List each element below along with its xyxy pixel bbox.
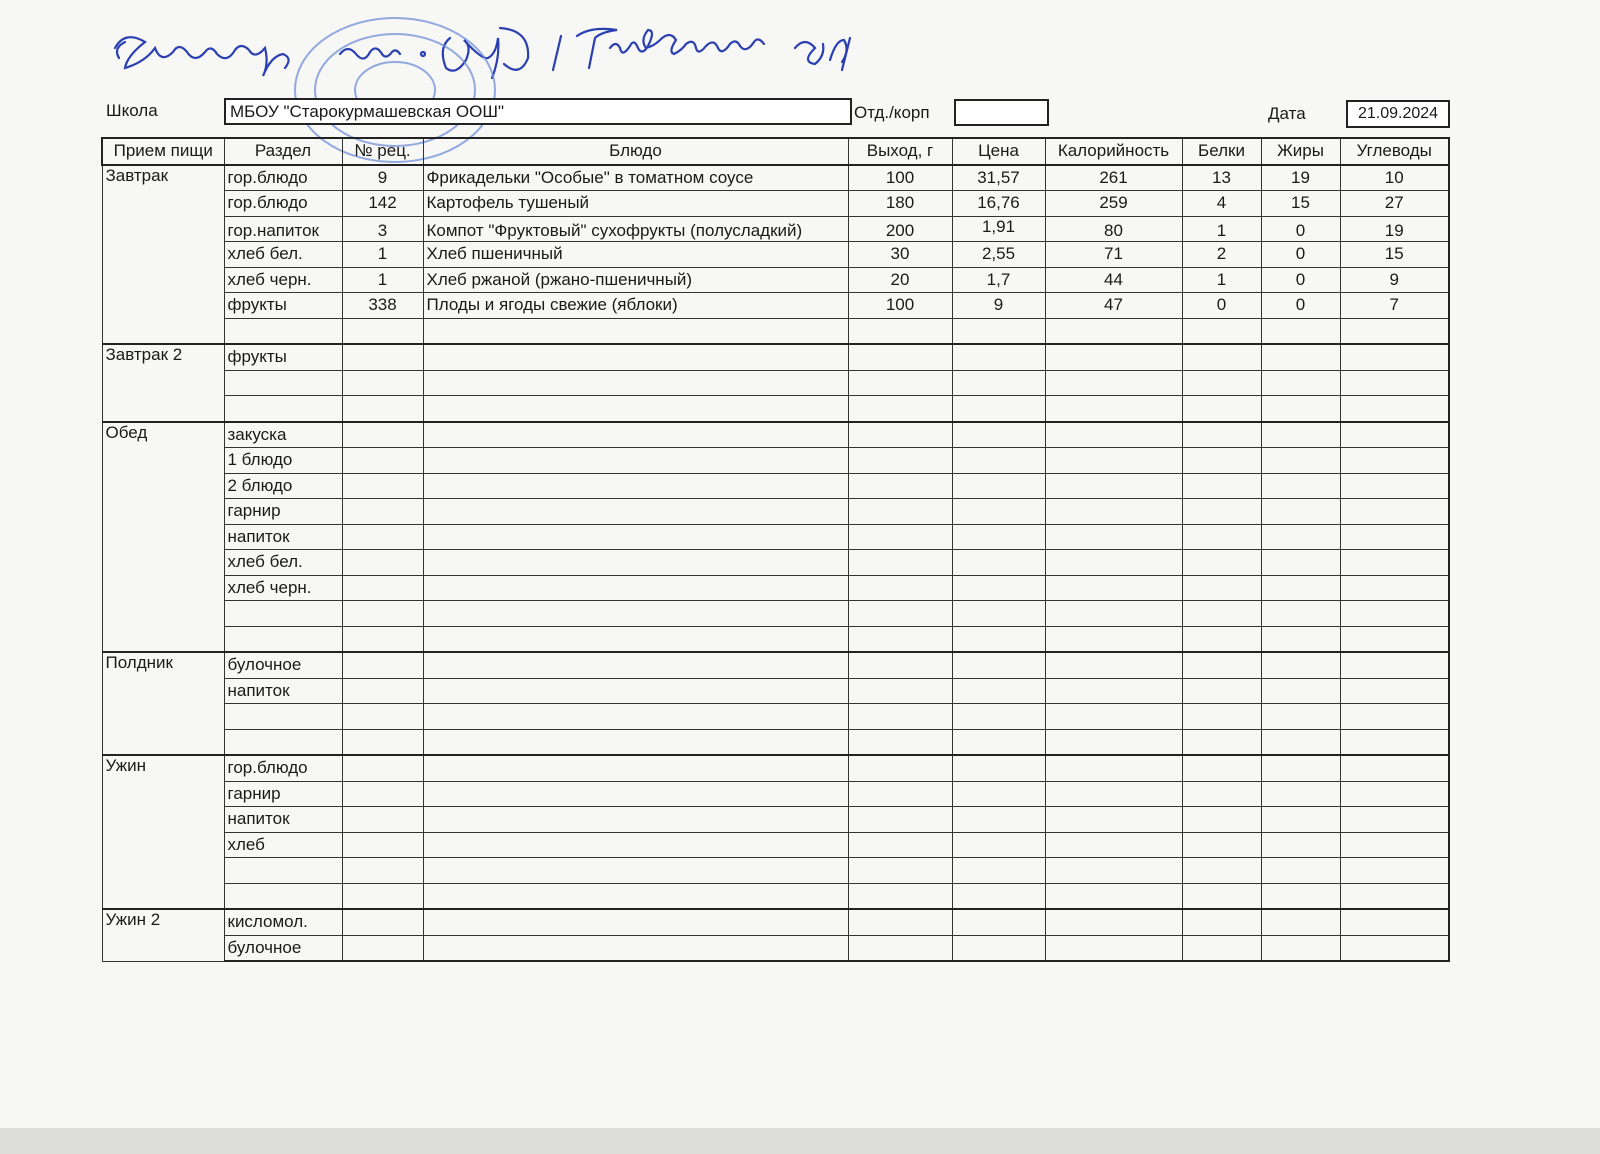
col-section: Раздел <box>224 138 342 165</box>
date-label: Дата <box>1268 104 1306 123</box>
dept-field[interactable] <box>954 99 1049 126</box>
table-row <box>102 575 1449 601</box>
cell-section <box>224 601 342 627</box>
meal-dinner: Ужин <box>102 755 224 909</box>
table-row <box>102 601 1449 627</box>
cell-section: напиток <box>224 678 342 704</box>
cell-carbs: 15 <box>1340 242 1449 268</box>
cell-recipe: 1 <box>342 267 423 293</box>
table-row <box>102 396 1449 422</box>
cell-section: хлеб бел. <box>224 242 342 268</box>
cell-section <box>224 626 342 652</box>
cell-dish: Хлеб пшеничный <box>423 242 848 268</box>
cell-section <box>224 704 342 730</box>
cell-protein: 1 <box>1182 267 1261 293</box>
cell-section: фрукты <box>224 293 342 319</box>
scan-edge <box>0 1128 1600 1154</box>
cell-section: гор.напиток <box>224 216 342 242</box>
table-row <box>102 473 1449 499</box>
cell-protein <box>1182 318 1261 344</box>
dept-label: Отд./корп <box>854 103 930 122</box>
table-row <box>102 267 1449 293</box>
table-row <box>102 909 1449 935</box>
cell-kcal: 261 <box>1045 165 1182 191</box>
cell-kcal <box>1045 318 1182 344</box>
cell-section: гарнир <box>224 499 342 525</box>
school-name-field[interactable]: МБОУ "Старокурмашевская ООШ" <box>224 98 852 125</box>
cell-section: кисломол. <box>224 909 342 935</box>
cell-section: 1 блюдо <box>224 448 342 474</box>
cell-section: хлеб бел. <box>224 550 342 576</box>
cell-fat: 0 <box>1261 267 1340 293</box>
table-row <box>102 216 1449 242</box>
cell-section: хлеб <box>224 832 342 858</box>
cell-protein: 0 <box>1182 293 1261 319</box>
meal-snack: Полдник <box>102 652 224 755</box>
table-row <box>102 935 1449 961</box>
cell-recipe: 3 <box>342 216 423 242</box>
table-row <box>102 678 1449 704</box>
meal-dinner-2: Ужин 2 <box>102 909 224 961</box>
cell-fat: 0 <box>1261 216 1340 242</box>
cell-kcal: 259 <box>1045 191 1182 217</box>
cell-section: гарнир <box>224 781 342 807</box>
cell-dish: Компот "Фруктовый" сухофрукты (полусладкий) <box>423 216 848 242</box>
cell-kcal: 47 <box>1045 293 1182 319</box>
cell-section <box>224 883 342 909</box>
cell-price: 31,57 <box>952 165 1045 191</box>
cell-price: 9 <box>952 293 1045 319</box>
table-header <box>102 138 1449 165</box>
cell-section: фрукты <box>224 344 342 370</box>
cell-recipe <box>342 318 423 344</box>
cell-carbs <box>1340 318 1449 344</box>
cell-section <box>224 318 342 344</box>
cell-carbs: 9 <box>1340 267 1449 293</box>
col-fat: Жиры <box>1261 138 1340 165</box>
cell-weight: 30 <box>848 242 952 268</box>
date-field[interactable]: 21.09.2024 <box>1346 100 1450 128</box>
table-row <box>102 807 1449 833</box>
cell-weight: 100 <box>848 165 952 191</box>
cell-section <box>224 396 342 422</box>
col-meal: Прием пищи <box>102 138 224 165</box>
cell-section: закуска <box>224 422 342 448</box>
cell-weight: 200 <box>848 216 952 242</box>
col-kcal: Калорийность <box>1045 138 1182 165</box>
cell-fat <box>1261 318 1340 344</box>
cell-section <box>224 858 342 884</box>
cell-carbs: 27 <box>1340 191 1449 217</box>
menu-table <box>101 137 1450 962</box>
meal-lunch: Обед <box>102 422 224 653</box>
cell-fat: 0 <box>1261 242 1340 268</box>
table-row <box>102 652 1449 678</box>
table-row <box>102 165 1449 191</box>
cell-section: хлеб черн. <box>224 267 342 293</box>
cell-weight: 20 <box>848 267 952 293</box>
cell-weight: 100 <box>848 293 952 319</box>
table-row <box>102 242 1449 268</box>
cell-price: 16,76 <box>952 191 1045 217</box>
col-weight: Выход, г <box>848 138 952 165</box>
director-signature <box>105 8 945 98</box>
col-carbs: Углеводы <box>1340 138 1449 165</box>
cell-carbs: 19 <box>1340 216 1449 242</box>
cell-section: булочное <box>224 652 342 678</box>
table-row <box>102 370 1449 396</box>
cell-dish: Картофель тушеный <box>423 191 848 217</box>
table-row <box>102 781 1449 807</box>
meal-breakfast-2: Завтрак 2 <box>102 344 224 422</box>
cell-carbs: 7 <box>1340 293 1449 319</box>
table-row <box>102 729 1449 755</box>
table-row <box>102 422 1449 448</box>
cell-section <box>224 729 342 755</box>
cell-section: гор.блюдо <box>224 755 342 781</box>
school-label: Школа <box>106 101 158 120</box>
cell-weight <box>848 318 952 344</box>
cell-dish: Хлеб ржаной (ржано-пшеничный) <box>423 267 848 293</box>
table-row <box>102 858 1449 884</box>
cell-carbs: 10 <box>1340 165 1449 191</box>
cell-kcal: 44 <box>1045 267 1182 293</box>
cell-section: напиток <box>224 807 342 833</box>
table-row <box>102 832 1449 858</box>
table-row <box>102 344 1449 370</box>
cell-price: 1,91 <box>952 216 1045 242</box>
col-protein: Белки <box>1182 138 1261 165</box>
meal-breakfast: Завтрак <box>102 165 224 345</box>
cell-protein: 13 <box>1182 165 1261 191</box>
table-row <box>102 704 1449 730</box>
cell-protein: 2 <box>1182 242 1261 268</box>
col-recipe: № рец. <box>342 138 423 165</box>
cell-section: гор.блюдо <box>224 165 342 191</box>
table-row <box>102 318 1449 344</box>
cell-fat: 19 <box>1261 165 1340 191</box>
table-row <box>102 626 1449 652</box>
table-row <box>102 191 1449 217</box>
cell-kcal: 71 <box>1045 242 1182 268</box>
cell-price: 1,7 <box>952 267 1045 293</box>
cell-dish: Плоды и ягоды свежие (яблоки) <box>423 293 848 319</box>
cell-dish <box>423 318 848 344</box>
cell-protein: 1 <box>1182 216 1261 242</box>
cell-dish: Фрикадельки "Особые" в томатном соусе <box>423 165 848 191</box>
cell-kcal: 80 <box>1045 216 1182 242</box>
cell-recipe: 338 <box>342 293 423 319</box>
cell-recipe: 9 <box>342 165 423 191</box>
cell-weight: 180 <box>848 191 952 217</box>
cell-fat: 0 <box>1261 293 1340 319</box>
cell-recipe: 1 <box>342 242 423 268</box>
table-row <box>102 293 1449 319</box>
table-row <box>102 499 1449 525</box>
cell-section: булочное <box>224 935 342 961</box>
cell-price <box>952 318 1045 344</box>
cell-price: 2,55 <box>952 242 1045 268</box>
cell-section: напиток <box>224 524 342 550</box>
cell-section: гор.блюдо <box>224 191 342 217</box>
cell-section <box>224 370 342 396</box>
col-dish: Блюдо <box>423 138 848 165</box>
cell-protein: 4 <box>1182 191 1261 217</box>
table-row <box>102 755 1449 781</box>
table-row <box>102 524 1449 550</box>
cell-recipe: 142 <box>342 191 423 217</box>
table-row <box>102 883 1449 909</box>
table-row <box>102 448 1449 474</box>
cell-section: хлеб черн. <box>224 575 342 601</box>
cell-section: 2 блюдо <box>224 473 342 499</box>
col-price: Цена <box>952 138 1045 165</box>
table-row <box>102 550 1449 576</box>
cell-fat: 15 <box>1261 191 1340 217</box>
